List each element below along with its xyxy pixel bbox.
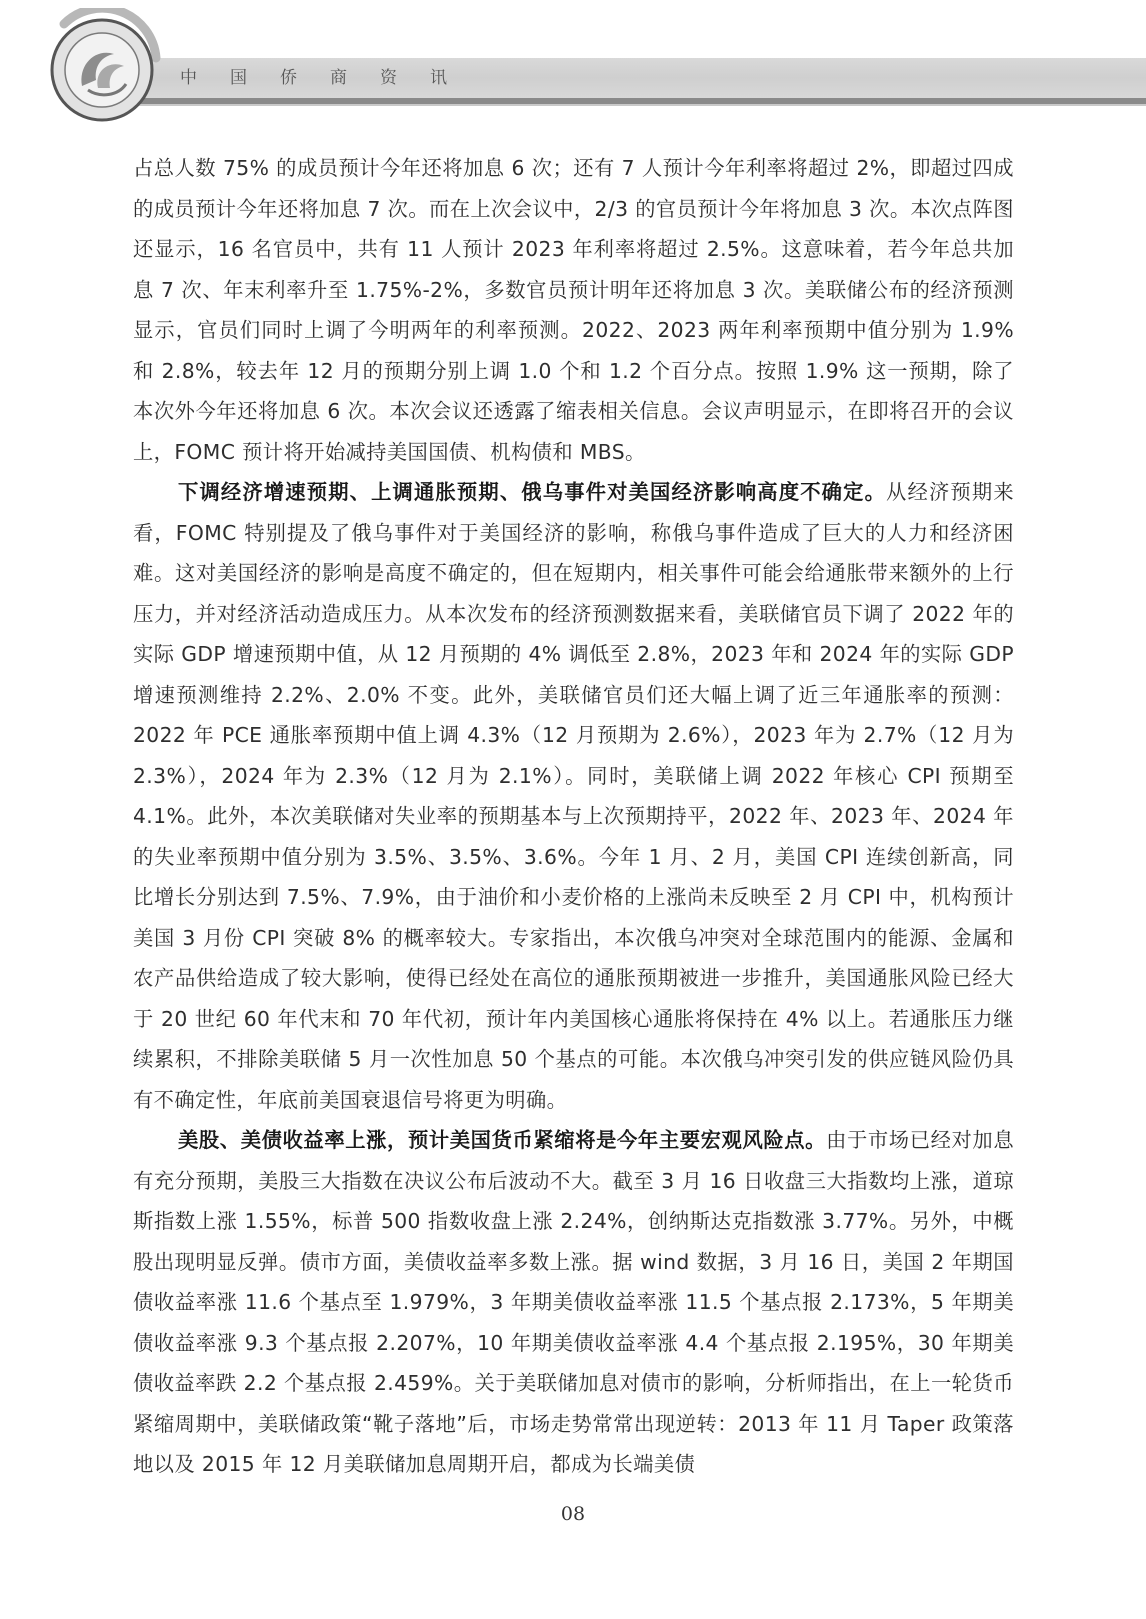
paragraph-1-text: 占总人数 75% 的成员预计今年还将加息 6 次；还有 7 人预计今年利率将超过 2%，即超过四成的成员预计今年还将加息 7 次。而在上次会议中，2/3 的官员预计今年将加息 3 次。本次点阵图还显示，16 名官员中，共有 11 人预计 2023 年利率将超过 2.5%。这意味着，若今年总共加息 7 次、年末利率升至 1.75%-2%，多数官员预计明年还将加息 3 次。美联储公布的经济预测显示，官员们同时上调了今明两年的利率预测。2022、2023 两年利率预期中值分别为 1.9% 和 2.8%，较去年 12 月的预期分别上调 1.0 个和 1.2 个百分点。按照 1.9% 这一预期，除了本次外今年还将加息 6 次。本次会议还透露了缩表相关信息。会议声明显示，在即将召开的会议上，FOMC 预计将开始减持美国国债、机构债和 MBS。 [133,156,1014,464]
paragraph-3-heading: 美股、美债收益率上涨，预计美国货币紧缩将是今年主要宏观风险点。 [178,1128,827,1152]
paragraph-1 [133,148,1014,472]
article-body [133,148,1014,1485]
paragraph-3 [133,1120,1014,1485]
header-title: 中国侨商资讯 [180,68,480,88]
paragraph-3-text: 由于市场已经对加息有充分预期，美股三大指数在决议公布后波动不大。截至 3 月 16 日收盘三大指数均上涨，道琼斯指数上涨 1.55%，标普 500 指数收盘上涨 2.24%，创纳斯达克指数涨 3.77%。另外，中概股出现明显反弹。债市方面，美债收益率多数上涨。据 wind 数据，3 月 16 日，美国 2 年期国债收益率涨 11.6 个基点至 1.979%，3 年期美债收益率涨 11.5 个基点报 2.173%，5 年期美债收益率涨 9.3 个基点报 2.207%，10 年期美债收益率涨 4.4 个基点报 2.195%，30 年期美债收益率跌 2.2 个基点报 2.459%。关于美联储加息对债市的影响，分析师指出，在上一轮货币紧缩周期中，美联储政策“靴子落地”后，市场走势常常出现逆转：2013 年 11 月 Taper 政策落地以及 2015 年 12 月美联储加息周期开启，都成为长端美债 [133,1128,1015,1476]
page-number: 08 [560,1503,586,1525]
paragraph-2-text: 从经济预期来看，FOMC 特别提及了俄乌事件对于美国经济的影响，称俄乌事件造成了巨大的人力和经济困难。这对美国经济的影响是高度不确定的，但在短期内，相关事件可能会给通胀带来额外的上行压力，并对经济活动造成压力。从本次发布的经济预测数据来看，美联储官员下调了 2022 年的实际 GDP 增速预期中值，从 12 月预期的 4% 调低至 2.8%，2023 年和 2024 年的实际 GDP 增速预测维持 2.2%、2.0% 不变。此外，美联储官员们还大幅上调了近三年通胀率的预测：2022 年 PCE 通胀率预期中值上调 4.3%（12 月预期为 2.6%），2023 年为 2.7%（12 月为 2.3%），2024 年为 2.3%（12 月为 2.1%）。同时，美联储上调 2022 年核心 CPI 预期至 4.1%。此外，本次美联储对失业率的预期基本与上次预期持平，2022 年、2023 年、2024 年的失业率预期中值分别为 3.5%、3.5%、3.6%。今年 1 月、2 月，美国 CPI 连续创新高，同比增长分别达到 7.5%、7.9%，由于油价和小麦价格的上涨尚未反映至 2 月 CPI 中，机构预计美国 3 月份 CPI 突破 8% 的概率较大。专家指出，本次俄乌冲突对全球范围内的能源、金属和农产品供给造成了较大影响，使得已经处在高位的通胀预期被进一步推升，美国通胀风险已经大于 20 世纪 60 年代末和 70 年代初，预计年内美国核心通胀将保持在 4% 以上。若通胀压力继续累积，不排除美联储 5 月一次性加息 50 个基点的可能。本次俄乌冲突引发的供应链风险仍具有不确定性，年底前美国衰退信号将更为明确。 [133,480,1015,1112]
header-rule-light [95,104,1146,106]
paragraph-2 [133,472,1014,1120]
paragraph-2-heading: 下调经济增速预期、上调通胀预期、俄乌事件对美国经济影响高度不确定。 [178,480,887,504]
association-logo-icon [44,8,164,128]
